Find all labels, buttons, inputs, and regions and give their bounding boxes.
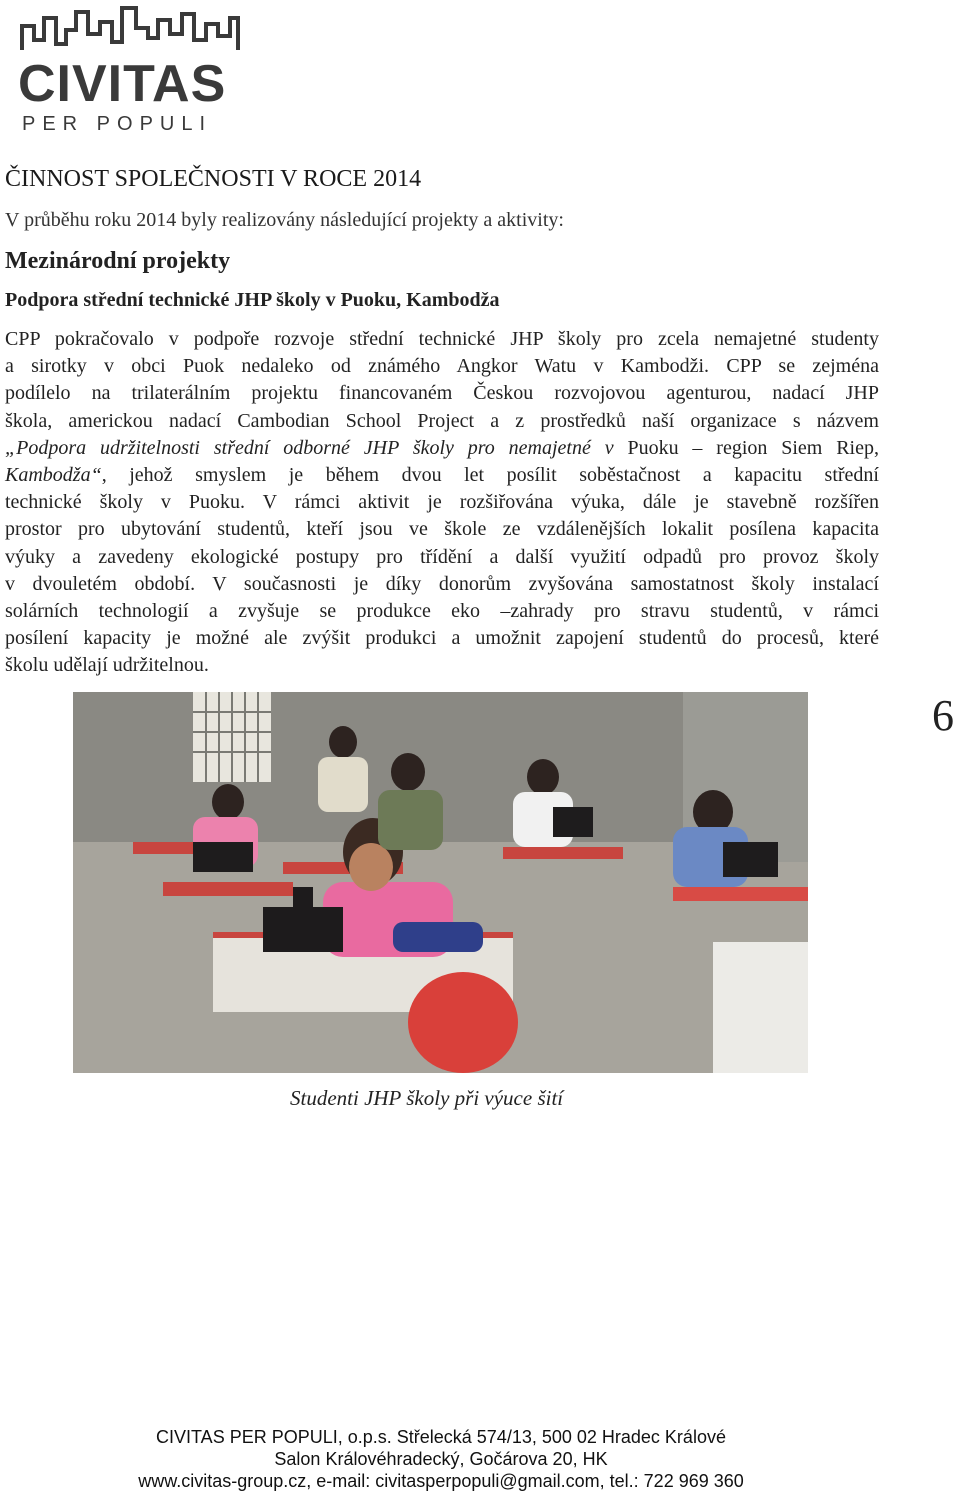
paragraph-line: prostor pro ubytování studentů, kteří jsou ve škole ze vzdálenějších lokalit posílena kapacita [5, 518, 879, 541]
footer-address: CIVITAS PER POPULI, o.p.s. Střelecká 574/13, 500 02 Hradec Králové [156, 1427, 726, 1447]
sewing-class-photo [73, 692, 808, 1073]
paragraph-continuation: , jehož smyslem je během dvou let posílit soběstačnost a kapacitu střední [101, 463, 879, 486]
paragraph-line: školu udělají udržitelnou. [5, 654, 209, 677]
paragraph-line: výuky a zavedeny ekologické postupy pro třídění a další využití odpadů pro provoz školy [5, 545, 879, 568]
footer-office: Salon Královéhradecký, Gočárova 20, HK [274, 1449, 608, 1469]
section-title: Mezinárodní projekty [5, 248, 231, 274]
project-paragraph [5, 326, 879, 679]
page-number: 6 [932, 691, 954, 740]
photo-illustration [73, 692, 808, 1073]
project-title-italic: „Podpora udržitelnosti střední odborné JHP školy pro nemajetné v [5, 436, 614, 459]
skyline-logo-icon [18, 4, 243, 54]
civitas-logo [18, 4, 243, 134]
footer-contacts: www.civitas-group.cz, e-mail: civitasperpopuli@gmail.com, tel.: 722 969 360 [138, 1471, 744, 1491]
project-title-italic-end: Kambodža“ [5, 463, 102, 486]
paragraph-line: CPP pokračovalo v podpoře rozvoje střední technické JHP školy pro zcela nemajetné studenty [5, 328, 879, 350]
paragraph-line: v dvouletém období. V současnosti je díky donorům zvyšována samostatnost školy instalací [5, 572, 879, 595]
paragraph-line [5, 435, 879, 462]
photo-caption: Studenti JHP školy při výuce šití [290, 1086, 564, 1110]
page-title: ČINNOST SPOLEČNOSTI V ROCE 2014 [5, 166, 422, 192]
paragraph-line: technické školy v Puoku. V rámci aktivit je rozšiřována výuka, dále je stavebně rozšířen [5, 491, 879, 514]
paragraph-line [5, 462, 879, 489]
paragraph-line: solárních technologií a zvyšuje se produkce eko –zahrady pro stravu studentů, v rámci [5, 599, 879, 622]
paragraph-line: škola, americkou nadací Cambodian School Project a z prostředků naší organizace s názvem [5, 409, 879, 432]
logo-wordmark: CIVITAS [18, 55, 227, 113]
paragraph-line: a sirotky v obci Puok nedaleko od známého Angkor Watu v Kambodži. CPP se zejména [5, 355, 879, 378]
paragraph-line: podílelo na trilaterálním projektu financovaném Českou rozvojovou agenturou, nadací JHP [5, 382, 879, 405]
intro-text: V průběhu roku 2014 byly realizovány následující projekty a aktivity: [5, 209, 564, 231]
project-title-plain: Puoku – region Siem Riep, [613, 436, 879, 459]
logo-subtitle: PER POPULI [22, 113, 213, 135]
paragraph-line: posílení kapacity je možné ale zvýšit produkci a umožnit zapojení studentů do procesů, které [5, 627, 879, 650]
subsection-title: Podpora střední technické JHP školy v Puoku, Kambodža [5, 289, 500, 311]
